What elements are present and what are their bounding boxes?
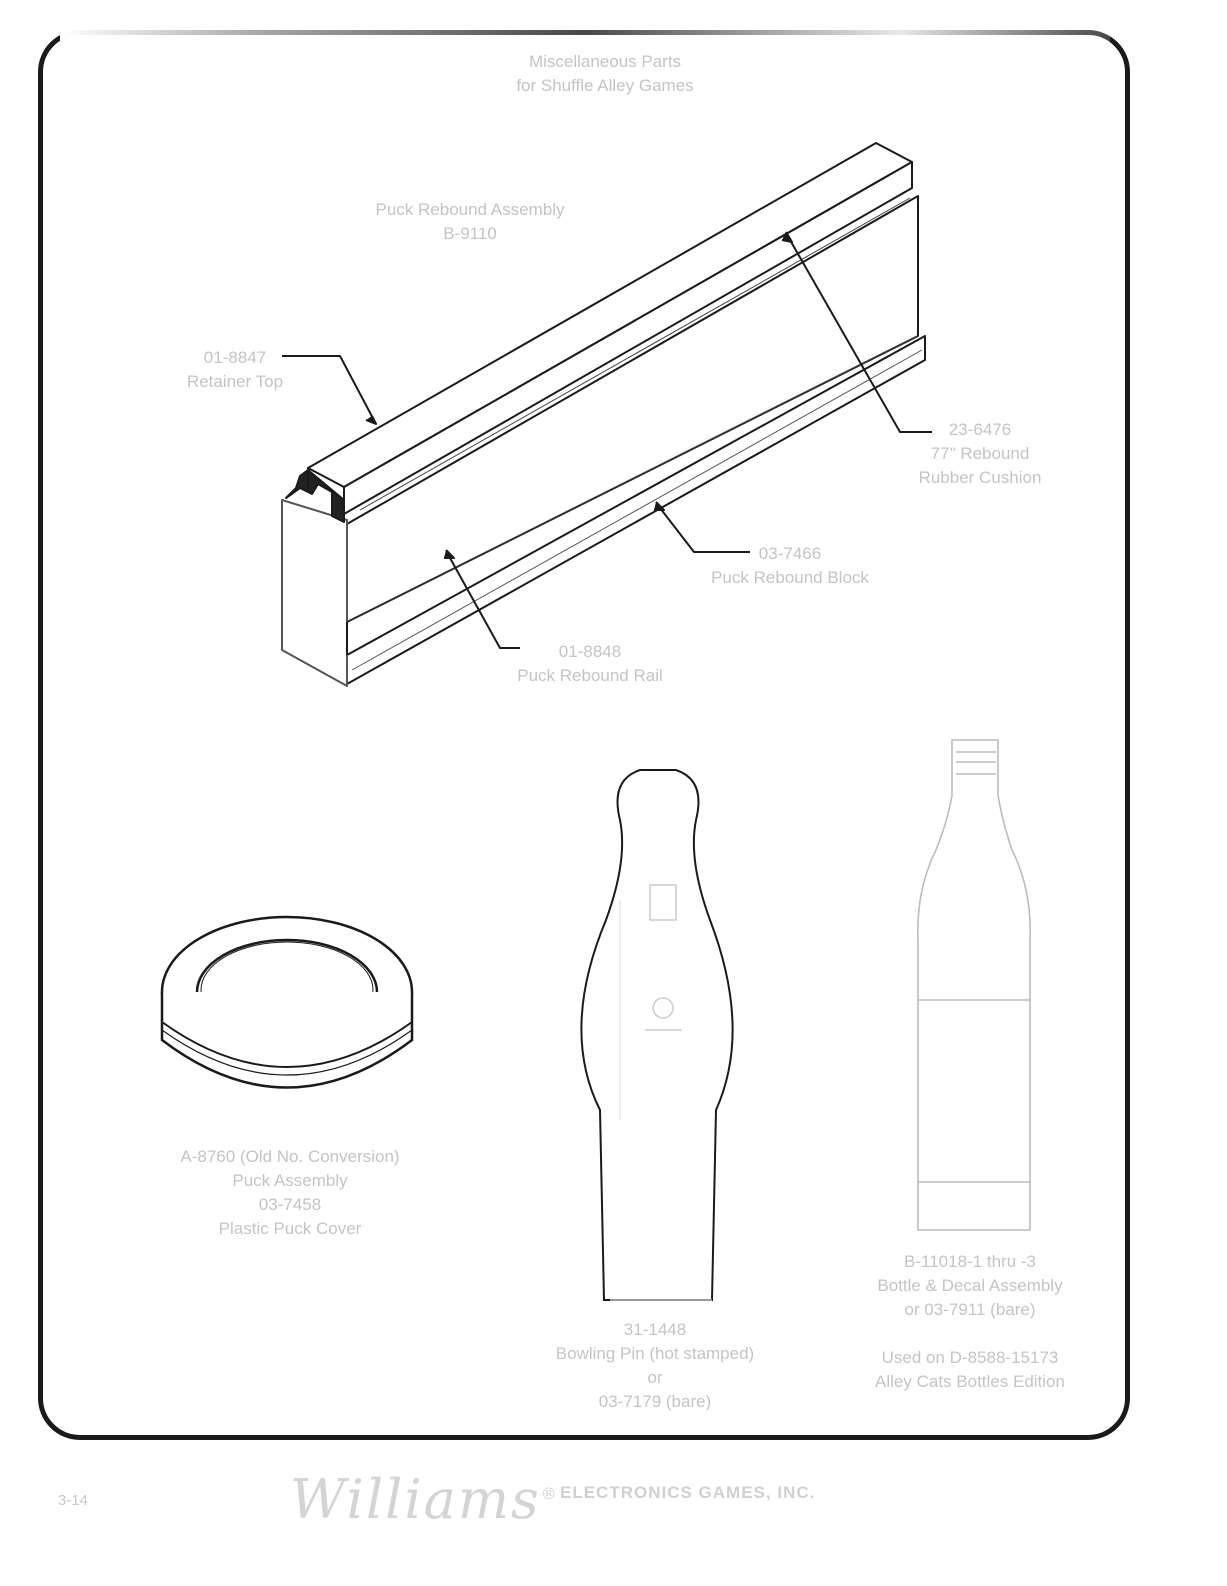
rebound-block-callout (680, 542, 900, 590)
rebound-block-desc: Puck Rebound Block (711, 568, 869, 587)
pin-callout (515, 1318, 795, 1414)
pin-line4: 03-7179 (bare) (598, 1392, 712, 1411)
rubber-cushion-callout (895, 418, 1065, 490)
puck-callout (140, 1145, 440, 1241)
bottle-line5: Alley Cats Bottles Edition (875, 1372, 1065, 1391)
company-name: ELECTRONICS GAMES, INC. (560, 1483, 816, 1502)
rubber-cushion-desc1: 77" Rebound (930, 444, 1030, 463)
puck-line1: A-8760 (Old No. Conversion) (180, 1147, 400, 1166)
puck-line2: Puck Assembly (232, 1171, 348, 1190)
header-line1: Miscellaneous Parts (528, 52, 682, 71)
bottle-drawing (918, 740, 1030, 1230)
pin-line1: 31-1448 (623, 1320, 687, 1339)
pin-line3: or (647, 1368, 663, 1387)
rebound-rail-callout (490, 640, 690, 688)
pin-line2: Bowling Pin (hot stamped) (555, 1344, 755, 1363)
puck-drawing (162, 917, 412, 1088)
bottle-line2: Bottle & Decal Assembly (877, 1276, 1063, 1295)
rebound-assembly-part-no: B-9110 (443, 224, 497, 243)
puck-line3: 03-7458 (258, 1195, 322, 1214)
retainer-top-part-no: 01-8847 (203, 348, 267, 367)
rubber-cushion-desc2: Rubber Cushion (918, 468, 1042, 487)
pin-drawing (581, 770, 732, 1300)
bottle-line1: B-11018-1 thru -3 (904, 1252, 1036, 1271)
puck-line4: Plastic Puck Cover (218, 1219, 362, 1238)
rebound-rail-desc: Puck Rebound Rail (517, 666, 663, 685)
bottle-callout (845, 1250, 1095, 1394)
bottle-line4: Used on D-8588-15173 (881, 1348, 1059, 1367)
rebound-assembly-title: Puck Rebound Assembly (375, 200, 565, 219)
rebound-assembly-label (330, 198, 610, 246)
rebound-rail-part-no: 01-8848 (558, 642, 622, 661)
rubber-cushion-part-no: 23-6476 (948, 420, 1012, 439)
header-line2: for Shuffle Alley Games (516, 76, 694, 95)
bottle-line3: or 03-7911 (bare) (904, 1300, 1036, 1319)
rebound-block-part-no: 03-7466 (758, 544, 822, 563)
page-number: 3-14 (58, 1492, 89, 1509)
retainer-top-desc: Retainer Top (186, 372, 284, 391)
williams-logo: Williams® (290, 1468, 559, 1531)
williams-logo-text: Williams (290, 1468, 541, 1531)
retainer-top-callout (170, 346, 300, 394)
